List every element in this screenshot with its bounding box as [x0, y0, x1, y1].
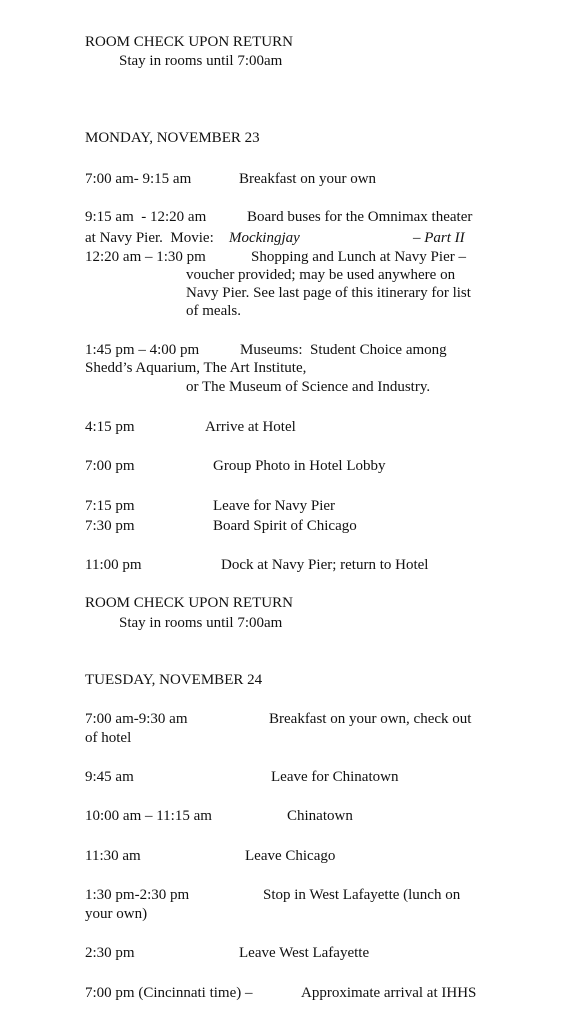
monday-omnimax-cont: at Navy Pier. Movie:: [85, 230, 214, 246]
monday-room-check-note: Stay in rooms until 7:00am: [119, 615, 283, 631]
monday-board-desc: Board Spirit of Chicago: [213, 518, 357, 534]
monday-museums-desc: Museums: Student Choice among: [240, 342, 447, 358]
monday-shopping-line: Navy Pier. See last page of this itinerary for list: [186, 285, 471, 301]
monday-breakfast-time: 7:00 am- 9:15 am: [85, 171, 192, 187]
tuesday-chinatown-time: 10:00 am – 11:15 am: [85, 808, 212, 824]
monday-shopping-line: voucher provided; may be used anywhere on: [186, 267, 456, 283]
monday-museums-cont2: or The Museum of Science and Industry.: [186, 379, 431, 395]
monday-shopping-line: of meals.: [186, 303, 241, 319]
tuesday-breakfast-cont: of hotel: [85, 730, 132, 746]
monday-heading: MONDAY, NOVEMBER 23: [85, 130, 260, 146]
room-check-heading: ROOM CHECK UPON RETURN: [85, 34, 293, 50]
monday-breakfast-desc: Breakfast on your own: [239, 171, 377, 187]
monday-dock-desc: Dock at Navy Pier; return to Hotel: [221, 557, 429, 573]
monday-leave-desc: Leave for Navy Pier: [213, 498, 336, 514]
monday-shopping-time: 12:20 am – 1:30 pm: [85, 249, 206, 265]
monday-movie-part: – Part II: [413, 230, 465, 246]
monday-museums-cont: Shedd’s Aquarium, The Art Institute,: [85, 360, 307, 376]
tuesday-breakfast-desc: Breakfast on your own, check out: [269, 711, 472, 727]
monday-dock-time: 11:00 pm: [85, 557, 142, 573]
tuesday-leave-chinatown-desc: Leave for Chinatown: [271, 769, 399, 785]
tuesday-heading: TUESDAY, NOVEMBER 24: [85, 672, 263, 688]
monday-movie-title: Mockingjay: [229, 230, 300, 246]
monday-arrive-desc: Arrive at Hotel: [205, 419, 296, 435]
tuesday-leave-chinatown-time: 9:45 am: [85, 769, 134, 785]
monday-board-time: 7:30 pm: [85, 518, 135, 534]
tuesday-arrival-time: 7:00 pm (Cincinnati time) –: [85, 985, 253, 1001]
monday-leave-time: 7:15 pm: [85, 498, 135, 514]
tuesday-breakfast-time: 7:00 am-9:30 am: [85, 711, 188, 727]
monday-photo-desc: Group Photo in Hotel Lobby: [213, 458, 386, 474]
room-check-note: Stay in rooms until 7:00am: [119, 53, 283, 69]
tuesday-lafayette-desc: Stop in West Lafayette (lunch on: [263, 887, 461, 903]
tuesday-leave-lafayette-time: 2:30 pm: [85, 945, 135, 961]
monday-shopping-desc: Shopping and Lunch at Navy Pier –: [251, 249, 466, 265]
monday-museums-time: 1:45 pm – 4:00 pm: [85, 342, 200, 358]
monday-photo-time: 7:00 pm: [85, 458, 135, 474]
tuesday-lafayette-time: 1:30 pm-2:30 pm: [85, 887, 190, 903]
tuesday-leave-chicago-desc: Leave Chicago: [245, 848, 336, 864]
monday-arrive-time: 4:15 pm: [85, 419, 135, 435]
tuesday-leave-lafayette-desc: Leave West Lafayette: [239, 945, 370, 961]
monday-omnimax-desc: Board buses for the Omnimax theater: [247, 209, 473, 225]
monday-omnimax-time: 9:15 am - 12:20 am: [85, 209, 207, 225]
monday-room-check-heading: ROOM CHECK UPON RETURN: [85, 595, 293, 611]
tuesday-chinatown-desc: Chinatown: [287, 808, 353, 824]
tuesday-lafayette-cont: your own): [85, 906, 148, 922]
tuesday-arrival-desc: Approximate arrival at IHHS: [301, 985, 477, 1001]
tuesday-leave-chicago-time: 11:30 am: [85, 848, 141, 864]
